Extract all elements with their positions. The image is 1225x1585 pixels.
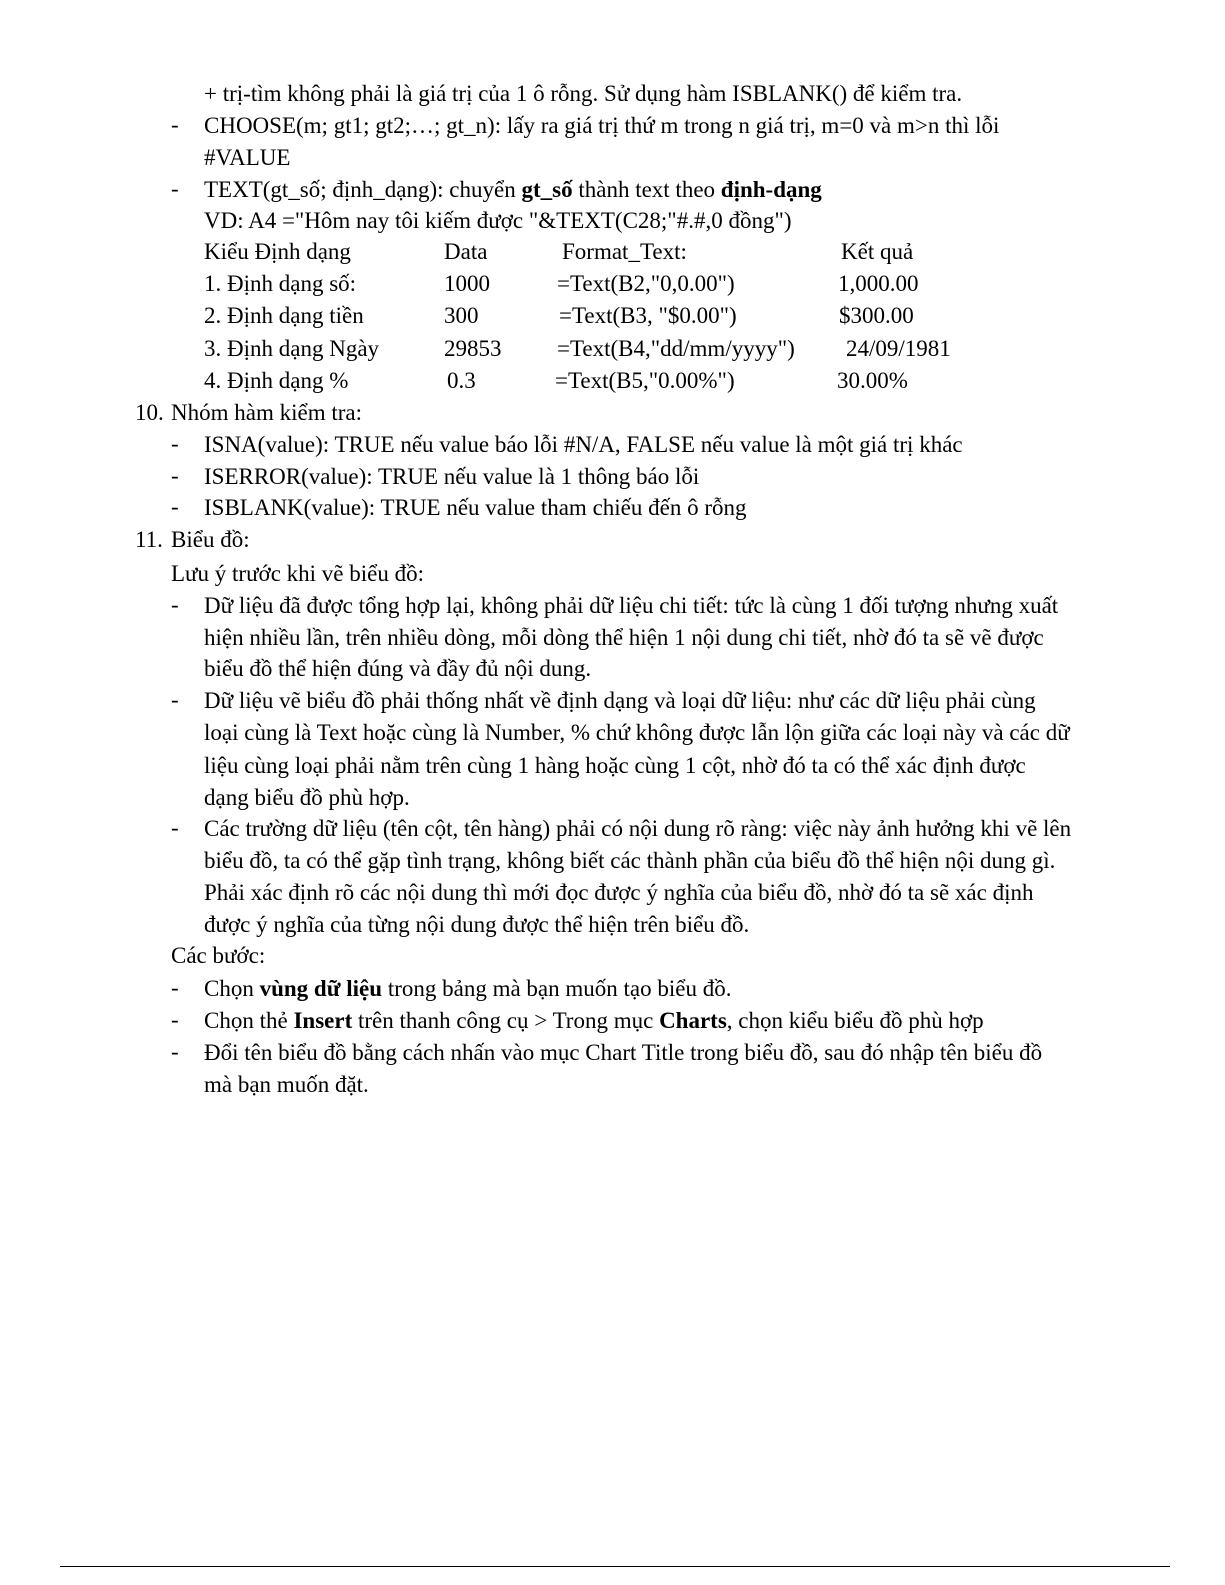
step-2-bold-charts: Charts xyxy=(659,1008,727,1033)
list-item: ISERROR(value): TRUE nếu value là 1 thông báo lỗi xyxy=(204,464,700,489)
table-cell: =Text(B3, "$0.00") xyxy=(559,303,737,328)
table-cell: 1000 xyxy=(444,271,490,296)
bullet-dash: - xyxy=(171,1039,179,1064)
text-fn-mid: thành text theo xyxy=(572,177,721,202)
header-kieu-dinh-dang: Kiểu Định dạng xyxy=(204,239,351,264)
section-10-number: 10. xyxy=(135,400,164,425)
step-1 xyxy=(204,975,731,1003)
table-cell: 1,000.00 xyxy=(838,271,919,296)
table-cell: 24/09/1981 xyxy=(846,336,951,361)
step-2-post: , chọn kiểu biểu đồ phù hợp xyxy=(726,1008,984,1033)
bullet-dash: - xyxy=(171,176,179,201)
note-item-2-line-1: Dữ liệu vẽ biểu đồ phải thống nhất về định dạng và loại dữ liệu: như các dữ liệu phải cùng xyxy=(204,688,1036,713)
header-ket-qua: Kết quả xyxy=(841,239,914,264)
note-item-3-line-1: Các trường dữ liệu (tên cột, tên hàng) phải có nội dung rõ ràng: việc này ảnh hưởng khi vẽ lên xyxy=(204,816,1072,841)
step-2 xyxy=(204,1007,984,1035)
note-item-1-line-1: Dữ liệu đã được tổng hợp lại, không phải dữ liệu chi tiết: tức là cùng 1 đối tượng nhưng xuất xyxy=(204,593,1059,618)
bullet-dash: - xyxy=(171,1007,179,1032)
section-11-number: 11. xyxy=(135,527,163,552)
step-1-pre: Chọn xyxy=(204,976,260,1001)
note-item-3-line-2: biểu đồ, ta có thể gặp tình trạng, không biết các thành phần của biểu đồ thể hiện nội dung gì. xyxy=(204,848,1056,873)
section-10-title: Nhóm hàm kiểm tra: xyxy=(171,400,362,425)
note-item-1-line-2: hiện nhiều lần, trên nhiều dòng, mỗi dòng thể hiện 1 nội dung chi tiết, nhờ đó ta sẽ vẽ được xyxy=(204,625,1044,650)
note-heading: Lưu ý trước khi vẽ biểu đồ: xyxy=(171,561,424,586)
note-item-2-line-2: loại cùng là Text hoặc cùng là Number, % chứ không được lẫn lộn giữa các loại này và các dữ xyxy=(204,720,1070,745)
table-cell: 4. Định dạng % xyxy=(204,368,349,393)
step-2-pre: Chọn thẻ xyxy=(204,1008,294,1033)
bullet-dash: - xyxy=(171,815,179,840)
text-fn-bold-gt-so: gt_số xyxy=(521,177,573,202)
note-item-3-line-3: Phải xác định rõ các nội dung thì mới đọc được ý nghĩa của biểu đồ, nhờ đó ta sẽ xác định xyxy=(204,880,1034,905)
table-cell: 3. Định dạng Ngày xyxy=(204,336,380,361)
text-fn-description xyxy=(204,176,822,204)
steps-heading: Các bước: xyxy=(171,943,266,968)
table-cell: 0.3 xyxy=(447,368,476,393)
step-1-post: trong bảng mà bạn muốn tạo biểu đồ. xyxy=(382,976,732,1001)
note-item-3-line-4: được ý nghĩa của từng nội dung được thể hiện trên biểu đồ. xyxy=(204,912,750,937)
section-11-title: Biểu đồ: xyxy=(171,527,250,552)
page-bottom-divider xyxy=(60,1566,1170,1567)
step-1-bold: vùng dữ liệu xyxy=(259,976,383,1001)
bullet-dash: - xyxy=(171,431,179,456)
table-cell: $300.00 xyxy=(839,303,914,328)
table-cell: 29853 xyxy=(444,336,502,361)
step-3-line-2: mà bạn muốn đặt. xyxy=(204,1072,369,1097)
note-item-2-line-4: dạng biểu đồ phù hợp. xyxy=(204,785,410,810)
header-format-text: Format_Text: xyxy=(562,239,687,264)
table-cell: 1. Định dạng số: xyxy=(204,271,357,296)
step-2-mid: trên thanh công cụ > Trong mục xyxy=(352,1008,660,1033)
list-item: ISNA(value): TRUE nếu value báo lỗi #N/A, FALSE nếu value là một giá trị khác xyxy=(204,432,963,457)
step-2-bold-insert: Insert xyxy=(293,1008,353,1033)
bullet-dash: - xyxy=(171,112,179,137)
bullet-dash: - xyxy=(171,494,179,519)
header-data: Data xyxy=(444,239,488,264)
bullet-dash: - xyxy=(171,687,179,712)
choose-description: CHOOSE(m; gt1; gt2;…; gt_n): lấy ra giá trị thứ m trong n giá trị, m=0 và m>n thì lỗi xyxy=(204,113,1000,138)
step-3-line-1: Đổi tên biểu đồ bằng cách nhấn vào mục Chart Title trong biểu đồ, sau đó nhập tên biểu đồ xyxy=(204,1040,1043,1065)
table-cell: =Text(B5,"0.00%") xyxy=(555,368,735,393)
text-fn-example: VD: A4 ="Hôm nay tôi kiếm được "&TEXT(C28;"#.#,0 đồng") xyxy=(204,208,792,233)
table-cell: 2. Định dạng tiền xyxy=(204,303,364,328)
note-item-2-line-3: liệu cùng loại phải nằm trên cùng 1 hàng hoặc cùng 1 cột, nhờ đó ta có thể xác định được xyxy=(204,753,1026,778)
text-fn-bold-dinh-dang: định-dạng xyxy=(720,177,822,202)
bullet-dash: - xyxy=(171,463,179,488)
note-item-1-line-3: biểu đồ thể hiện đúng và đầy đủ nội dung. xyxy=(204,656,592,681)
table-cell: =Text(B4,"dd/mm/yyyy") xyxy=(557,336,795,361)
table-cell: 30.00% xyxy=(837,368,908,393)
bullet-dash: - xyxy=(171,592,179,617)
list-item: ISBLANK(value): TRUE nếu value tham chiếu đến ô rỗng xyxy=(204,495,747,520)
text-fn-pre: TEXT(gt_số; định_dạng): chuyển xyxy=(204,177,522,202)
intro-note: + trị-tìm không phải là giá trị của 1 ô rỗng. Sử dụng hàm ISBLANK() để kiểm tra. xyxy=(204,81,963,106)
choose-description-cont: #VALUE xyxy=(204,145,291,170)
table-cell: =Text(B2,"0,0.00") xyxy=(557,271,735,296)
bullet-dash: - xyxy=(171,975,179,1000)
table-cell: 300 xyxy=(444,303,479,328)
